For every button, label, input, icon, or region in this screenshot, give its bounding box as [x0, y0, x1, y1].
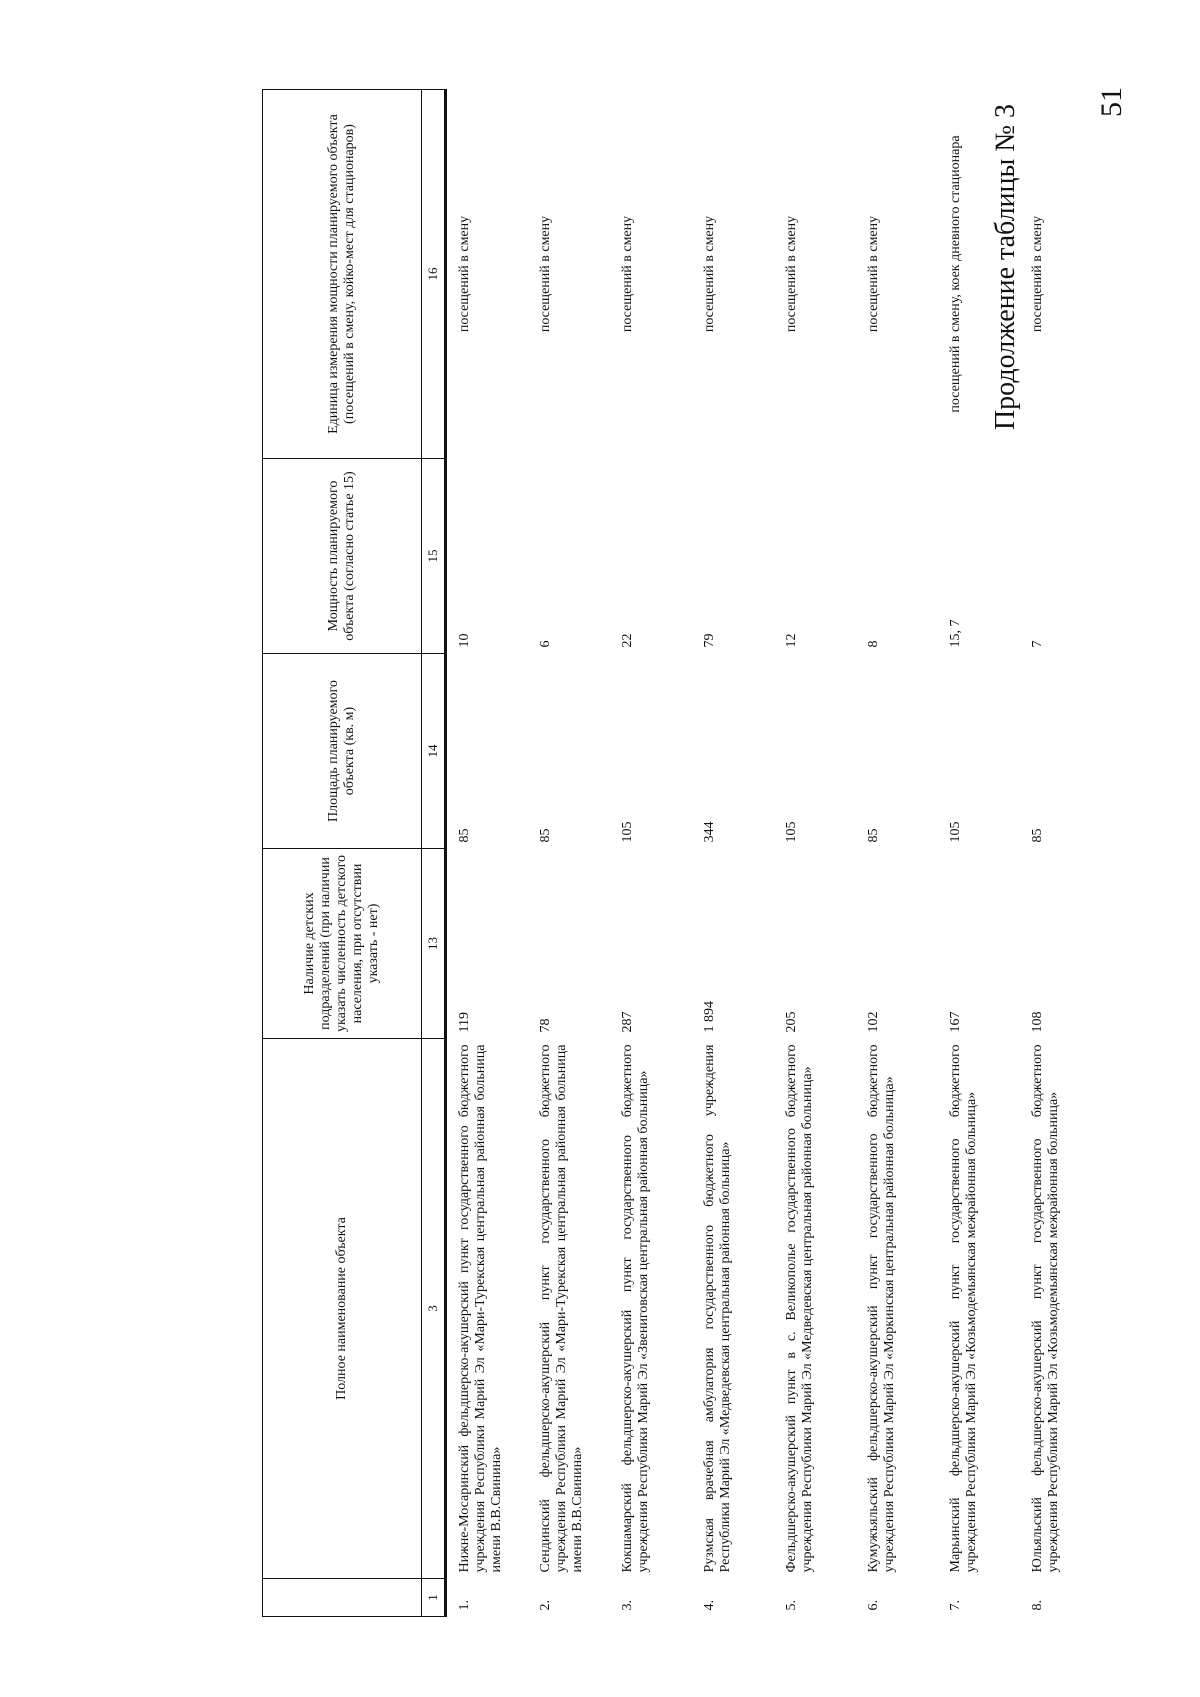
capacity-value: 15, 7: [947, 619, 963, 648]
area-value: 344: [701, 821, 717, 843]
header-cell-name: Полное наименование объекта: [263, 1039, 422, 1579]
area-value: 85: [865, 828, 881, 843]
object-name: Сендинский фельдшерско-акушерский пункт государственного бюджетного учреждения Республики Марий Эл «Мари-Турекская центральная районная больница имени В.В.Свинина»: [537, 1044, 585, 1573]
children-count: 287: [619, 1011, 635, 1033]
area-value: 85: [457, 828, 472, 843]
row-number: 6.: [865, 1600, 881, 1611]
table-title: Продолжение таблицы № 3: [990, 103, 1021, 431]
column-number: 3: [422, 1039, 446, 1579]
column-number: 13: [422, 849, 446, 1039]
children-count: 102: [865, 1011, 881, 1033]
table-row: [938, 90, 1020, 1617]
capacity-value: 8: [865, 640, 881, 648]
column-number: 15: [422, 459, 446, 654]
area-value: 85: [1029, 828, 1045, 843]
row-number: 1.: [457, 1600, 472, 1611]
object-name: Марьинский фельдшерско-акушерский пункт государственного бюджетного учреждения Республики Марий Эл «Козьмодемьянская межрайонная больница»: [947, 1044, 979, 1573]
table-row: [856, 90, 938, 1617]
capacity-unit: посещений в смену: [1029, 215, 1045, 333]
table-row: [610, 90, 692, 1617]
children-count: 108: [1029, 1011, 1045, 1033]
header-cell-area: Площадь планируемого объекта (кв. м): [263, 654, 422, 849]
header-cell-capacity: Мощность планируемого объекта (согласно статье 15): [263, 459, 422, 654]
column-number-row: [422, 90, 446, 1617]
table-row: [1020, 90, 1102, 1617]
data-table: [262, 89, 1102, 1617]
capacity-unit: посещений в смену: [457, 215, 472, 333]
object-name: Кумужъяльский фельдшерско-акушерский пункт государственного бюджетного учреждения Республики Марий Эл «Моркинская центральная районная больница»: [865, 1044, 897, 1573]
area-value: 105: [947, 821, 963, 843]
area-value: 105: [783, 821, 799, 843]
capacity-value: 12: [783, 633, 799, 648]
row-number: 8.: [1029, 1600, 1045, 1611]
row-number: 3.: [619, 1600, 635, 1611]
children-count: 167: [947, 1011, 963, 1033]
capacity-value: 79: [701, 633, 717, 648]
capacity-unit: посещений в смену: [865, 215, 881, 333]
header-cell-number: [263, 1579, 422, 1617]
row-number: 5.: [783, 1600, 799, 1611]
capacity-unit: посещений в смену: [783, 215, 799, 333]
table-row: [774, 90, 856, 1617]
area-value: 105: [619, 821, 635, 843]
header-cell-unit: Единица измерения мощности планируемого объекта (посещений в смену, койко-мест для стационаров): [263, 90, 422, 459]
header-cell-children: Наличие детских подразделений (при наличии указать численность детского населения, при отсутствии указать - нет): [263, 849, 422, 1039]
capacity-unit: посещений в смену: [619, 215, 635, 333]
children-count: 205: [783, 1011, 799, 1033]
capacity-value: 10: [457, 633, 472, 648]
children-count: 1 894: [701, 1001, 717, 1033]
object-name: Фельдшерско-акушерский пункт в с. Великополье государственного бюджетного учреждения Республики Марий Эл «Медведевская центральная районная больница»: [783, 1044, 815, 1573]
table-row: [528, 90, 610, 1617]
column-number: 16: [422, 90, 446, 459]
object-name: Юльяльский фельдшерско-акушерский пункт государственного бюджетного учреждения Республики Марий Эл «Козьмодемьянская межрайонная больница»: [1029, 1044, 1061, 1573]
row-number: 2.: [537, 1600, 553, 1611]
table-row: [692, 90, 774, 1617]
object-name: Рузмская врачебная амбулатория государственного бюджетного учреждения Республики Марий Эл «Медведевская центральная районная больница»: [701, 1044, 733, 1573]
capacity-unit: посещений в смену, коек дневного стационара: [947, 135, 963, 413]
capacity-unit: посещений в смену: [537, 215, 553, 333]
table-row: [446, 90, 528, 1617]
row-number: 7.: [947, 1600, 963, 1611]
capacity-value: 22: [619, 633, 635, 648]
object-name: Нижне-Мосаринский фельдшерско-акушерский пункт государственного бюджетного учреждения Республики Марий Эл «Мари-Турекская центральная районная больница имени В.В.Свинина»: [457, 1044, 505, 1573]
column-number: 1: [422, 1579, 446, 1617]
capacity-unit: посещений в смену: [701, 215, 717, 333]
object-name: Кокшамарский фельдшерско-акушерский пункт государственного бюджетного учреждения Республики Марий Эл «Звениговская центральная районная больница»: [619, 1044, 651, 1573]
capacity-value: 6: [537, 640, 553, 648]
area-value: 85: [537, 828, 553, 843]
capacity-value: 7: [1029, 640, 1045, 648]
page-number: 51: [1095, 87, 1128, 117]
children-count: 78: [537, 1018, 553, 1033]
column-number: 14: [422, 654, 446, 849]
children-count: 119: [457, 1012, 472, 1033]
header-row: [263, 90, 422, 1617]
row-number: 4.: [701, 1600, 717, 1611]
